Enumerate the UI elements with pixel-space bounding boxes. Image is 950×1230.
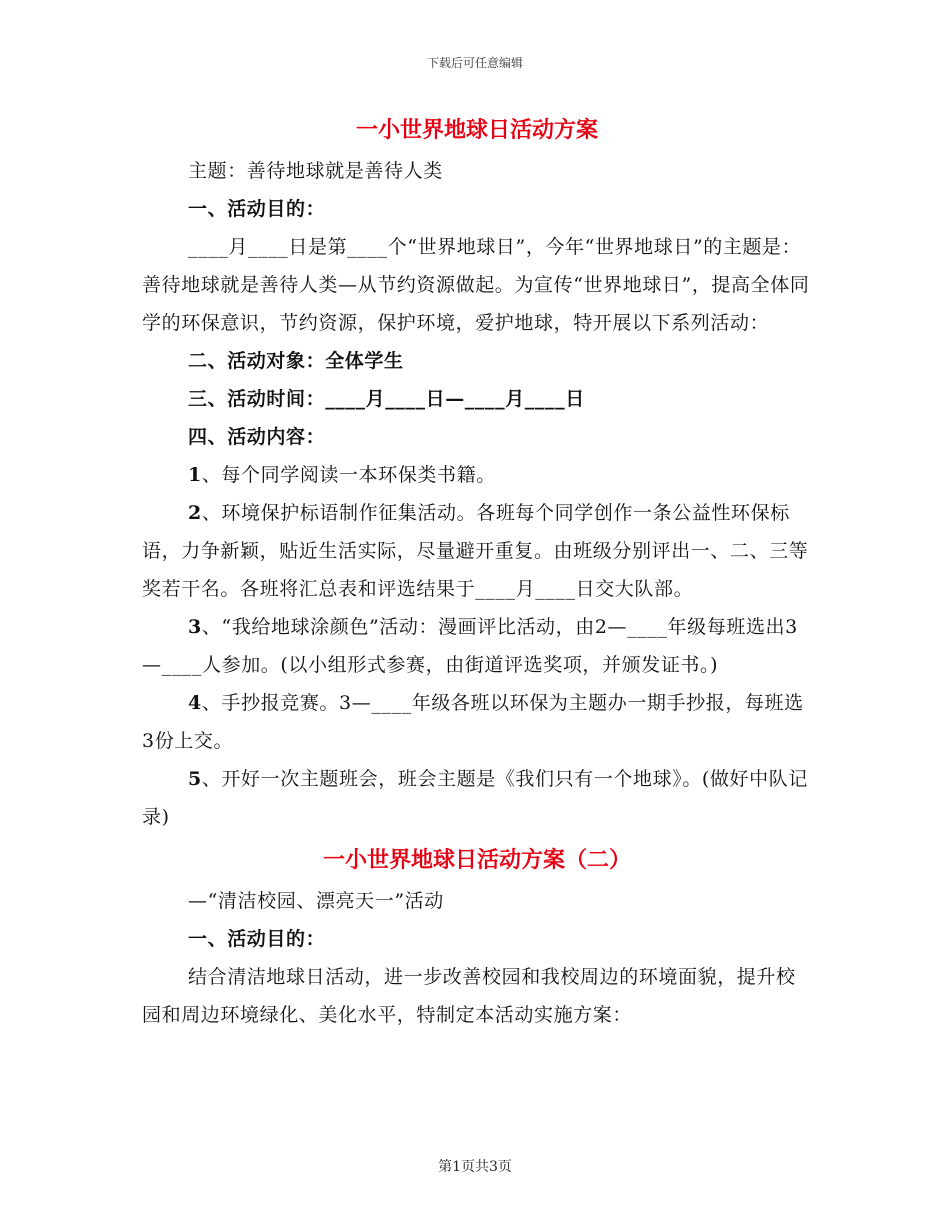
section-heading-audience: 二、活动对象：全体学生 [188,350,404,372]
list-item-text: 、环境保护标语制作征集活动。各班每个同学创作一条公益性环保标语，力争新颖，贴近生活实际，尽量避开重复。由班级分别评出一、二、三等奖若干名。各班将汇总表和评选结果于____月____日交大队部。 [142,502,809,600]
page-footer: 第1页共3页 [438,1159,512,1175]
page-header: 下载后可任意编辑 [426,56,523,70]
list-item-number: 2 [188,502,202,524]
list-item-number: 4 [188,692,202,714]
document-title-part-two: 一小世界地球日活动方案（二） [322,847,631,873]
theme-line: 主题：善待地球就是善待人类 [188,160,443,182]
list-item [142,760,812,836]
section-heading-purpose: 一、活动目的： [188,198,326,220]
list-item-number: 3 [188,616,202,638]
list-item-number: 5 [188,768,202,790]
purpose-paragraph: ____月____日是第____个“世界地球日”，今年“世界地球日”的主题是：善待地球就是善待人类—从节约资源做起。为宣传“世界地球日”，提高全体同学的环保意识，节约资源，保护环境，爱护地球，特开展以下系列活动： [142,236,810,334]
list-item-number: 1 [188,464,202,486]
list-item [142,494,812,608]
activity-subtitle: —“清洁校园、漂亮天一”活动 [188,890,444,912]
list-item [142,456,812,494]
list-item-text: 、“我给地球涂颜色”活动：漫画评比活动，由2—____年级每班选出3—____人参加。(以小组形式参赛，由街道评选奖项，并颁发证书。) [142,616,798,676]
document-title: 一小世界地球日活动方案 [355,117,598,143]
purpose-paragraph-two: 结合清洁地球日活动，进一步改善校园和我校周边的环境面貌，提升校园和周边环境绿化、美化水平，特制定本活动实施方案： [142,966,796,1026]
list-item-text: 、手抄报竞赛。3—____年级各班以环保为主题办一期手抄报，每班选3份上交。 [142,692,804,752]
list-item-text: 、开好一次主题班会，班会主题是《我们只有一个地球》。(做好中队记录) [142,768,808,828]
list-item [142,608,812,684]
section-heading-content: 四、活动内容： [188,426,326,448]
list-item [142,684,812,760]
document-body [142,108,812,1034]
section-heading-time: 三、活动时间：____月____日—____月____日 [188,388,585,410]
section-heading-purpose-two: 一、活动目的： [188,928,326,950]
list-item-text: 、每个同学阅读一本环保类书籍。 [201,464,496,486]
